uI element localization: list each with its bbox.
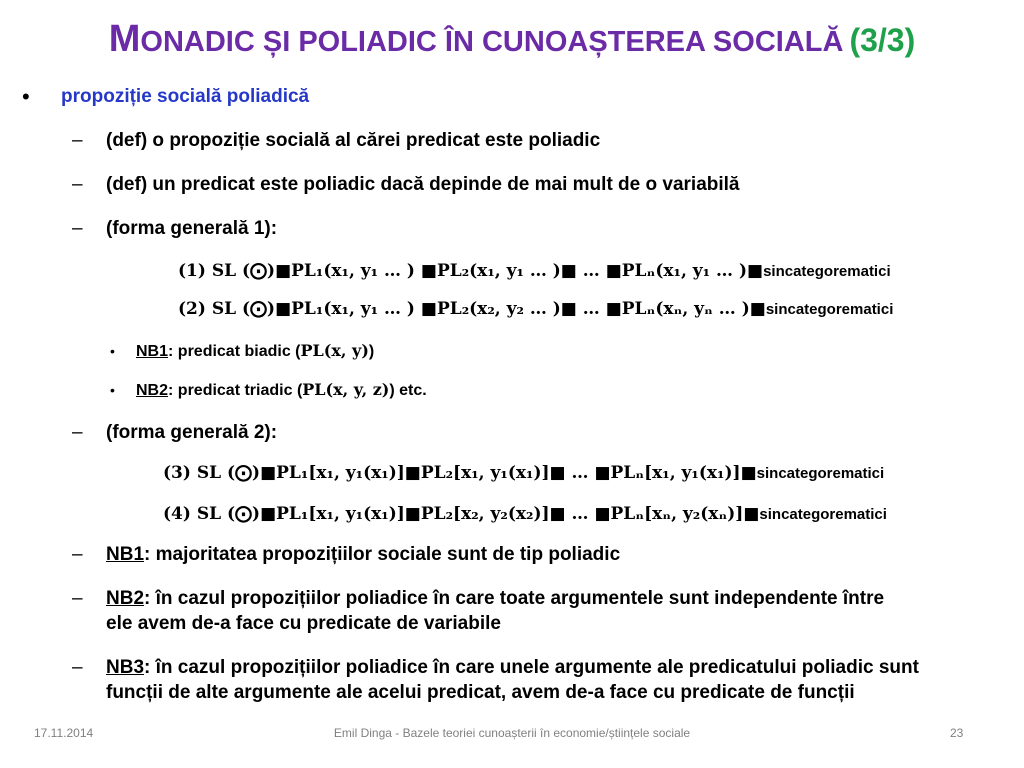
- footer-page-number: 23: [950, 726, 964, 740]
- slide-title: [0, 18, 1024, 61]
- dash-icon: –: [72, 588, 83, 609]
- formula-1-suffix: sincategorematici: [763, 263, 891, 280]
- bullet-icon: •: [22, 84, 30, 109]
- bullet-heading: propoziție socială poliadică: [61, 86, 310, 107]
- formula-1-math: (1) SL (⨀)■PL₁(x₁, y₁ … ) ■PL₂(x₁, y₁ … )■ … ■PLₙ(x₁, y₁ … )■: [178, 261, 764, 281]
- note-triadic: [136, 380, 427, 401]
- note-3-continuation: funcții de alte argumente ale acelui predicat, avem de-a face cu predicate de funcții: [106, 682, 855, 703]
- title-text: ONADIC ȘI POLIADIC ÎN CUNOAȘTEREA SOCIALĂ: [140, 26, 844, 58]
- note-text: : în cazul propozițiilor poliadice în care unele argumente ale predicatului poliadic sunt: [144, 657, 919, 678]
- dash-icon: –: [72, 174, 83, 195]
- formula-2: [178, 298, 893, 321]
- sub-bullet-icon: •: [110, 382, 115, 398]
- note-1: [106, 544, 620, 566]
- general-form-1-heading: (forma generală 1):: [106, 218, 278, 239]
- note-text: : predicat triadic (: [168, 382, 303, 399]
- dash-icon: –: [72, 657, 83, 678]
- note-text: : predicat biadic (: [168, 343, 301, 360]
- footer-caption: Emil Dinga - Bazele teoriei cunoașterii în economie/științele sociale: [333, 726, 691, 740]
- dash-icon: –: [72, 422, 83, 443]
- definition-2: (def) un predicat este poliadic dacă depinde de mai mult de o variabilă: [106, 174, 740, 195]
- note-label: NB2: [106, 588, 145, 609]
- note-math: PL(x, y): [300, 341, 369, 360]
- formula-4-math: (4) SL (⨀)■PL₁[x₁, y₁(x₁)]■PL₂[x₂, y₂(x₂)]■ … ■PLₙ[xₙ, y₂(xₙ)]■: [163, 504, 760, 524]
- note-math: PL(x, y, z): [302, 380, 390, 399]
- note-label: NB1: [106, 544, 145, 565]
- dash-icon: –: [72, 544, 83, 565]
- note-label: NB1: [136, 343, 169, 360]
- formula-3-suffix: sincategorematici: [756, 465, 885, 482]
- note-label: NB3: [106, 657, 145, 678]
- formula-2-math: (2) SL (⨀)■PL₁(x₁, y₁ … ) ■PL₂(x₂, y₂ … )■ … ■PLₙ(xₙ, yₙ … )■: [178, 299, 766, 319]
- note-end: ): [368, 343, 375, 360]
- note-2: [106, 588, 884, 610]
- note-2-continuation: ele avem de-a face cu predicate de variabile: [106, 613, 501, 634]
- definition-1: (def) o propoziție socială al cărei predicat este poliadic: [106, 130, 601, 151]
- dash-icon: –: [72, 130, 83, 151]
- note-3: [106, 657, 919, 679]
- footer-date: 17.11.2014: [34, 726, 94, 740]
- title-number: (3/3): [849, 22, 916, 58]
- note-text: : în cazul propozițiilor poliadice în care toate argumentele sunt independente între: [144, 588, 885, 609]
- formula-3-math: (3) SL (⨀)■PL₁[x₁, y₁(x₁)]■PL₂[x₁, y₁(x₁)]■ … ■PLₙ[x₁, y₁(x₁)]■: [163, 463, 757, 483]
- general-form-2-heading: (forma generală 2):: [106, 422, 278, 443]
- dash-icon: –: [72, 218, 83, 239]
- note-biadic: [136, 341, 374, 362]
- title-first-letter: M: [108, 18, 141, 60]
- note-end: ) etc.: [389, 382, 427, 399]
- formula-4-suffix: sincategorematici: [759, 506, 887, 523]
- note-text: : majoritatea propozițiilor sociale sunt de tip poliadic: [144, 544, 621, 565]
- note-label: NB2: [136, 382, 169, 399]
- formula-1: [178, 260, 891, 283]
- formula-4: [163, 503, 887, 526]
- formula-3: [163, 462, 884, 485]
- formula-2-suffix: sincategorematici: [765, 301, 894, 318]
- sub-bullet-icon: •: [110, 343, 115, 359]
